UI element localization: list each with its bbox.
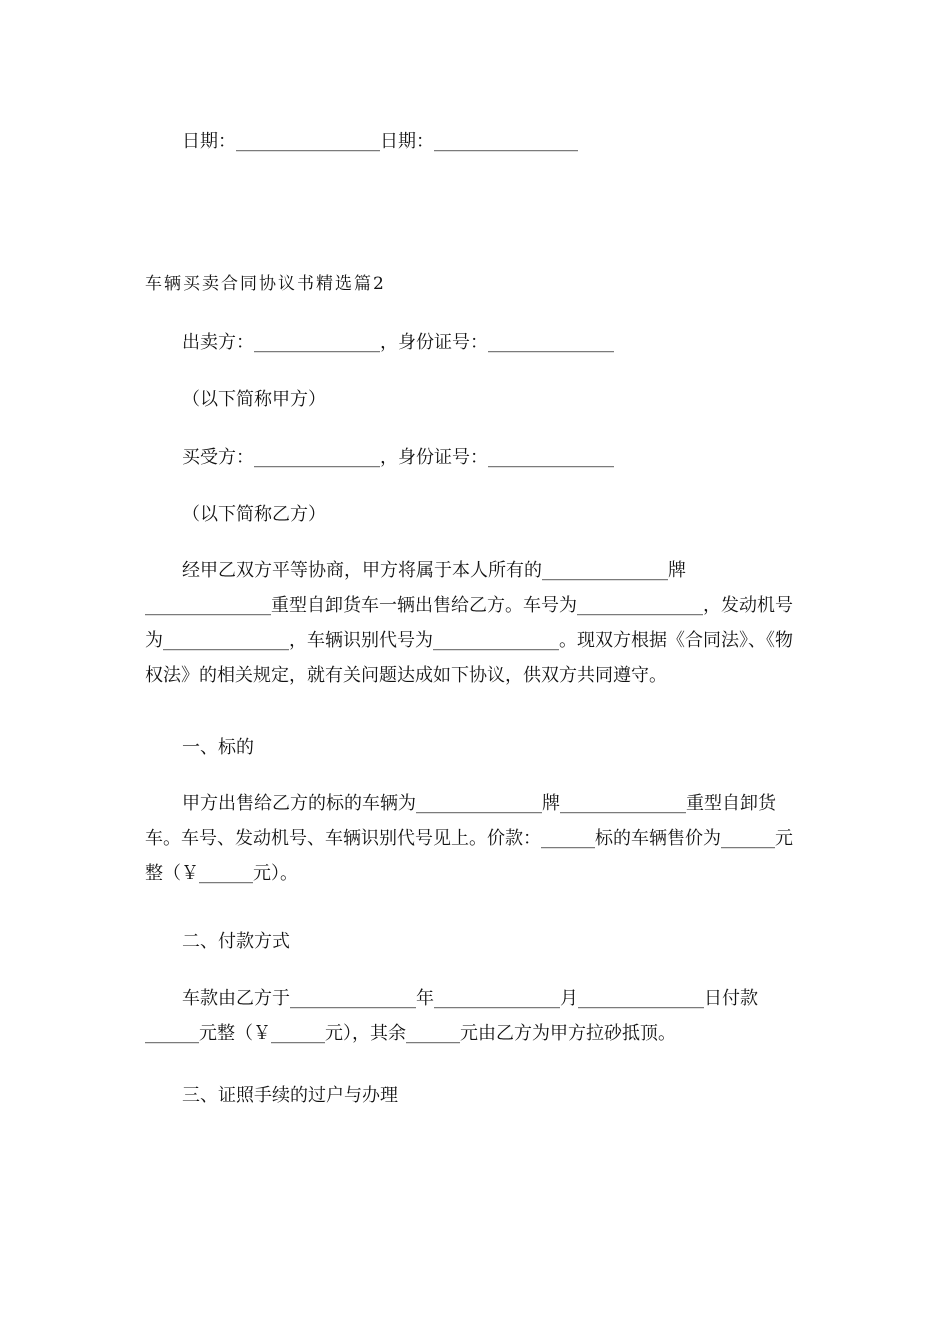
seller-note: （以下简称甲方）	[182, 389, 326, 410]
buyer-line: 买受方：______________，身份证号：______________	[182, 447, 614, 468]
section-title: 车辆买卖合同协议书精选篇2	[145, 274, 386, 294]
intro-paragraph: 经甲乙双方平等协商，甲方将属于本人所有的______________牌______________重型自卸货车一辆出售给乙方。车号为______________，发动机号为______________，车辆识别代号为______________。现双方根据《合同法》、《物权法》的相关规定，就有关问题达成如下协议，供双方共同遵守。	[145, 560, 793, 686]
clause2-title: 二、付款方式	[182, 931, 290, 952]
date-line: 日期：________________日期：________________	[182, 131, 578, 152]
seller-line: 出卖方：______________，身份证号：______________	[182, 332, 614, 353]
clause2-body: 车款由乙方于______________年______________月______________日付款______元整（￥______元），其余______元由乙方为甲方拉砂抵顶。	[145, 988, 758, 1044]
clause1-title: 一、标的	[182, 737, 254, 758]
clause3-title: 三、证照手续的过户与办理	[182, 1085, 398, 1106]
buyer-note: （以下简称乙方）	[182, 504, 326, 525]
clause1-body: 甲方出售给乙方的标的车辆为______________牌______________重型自卸货车。车号、发动机号、车辆识别代号见上。价款：______标的车辆售价为______元整（￥______元）。	[145, 793, 793, 884]
